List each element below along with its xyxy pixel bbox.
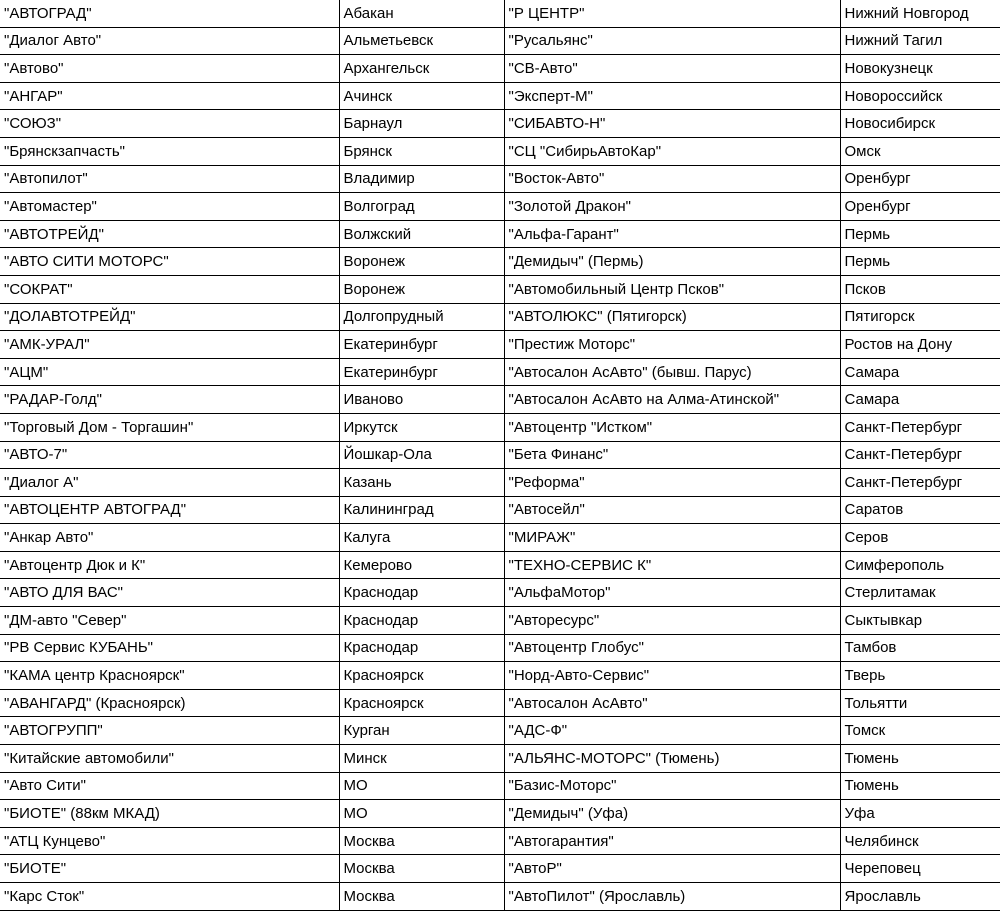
table-row	[0, 800, 1000, 828]
dealer-name-cell[interactable]: "БИОТЕ" (88км МКАД)	[0, 800, 339, 828]
dealer-city-cell[interactable]: Сыктывкар	[840, 607, 1000, 635]
dealer-city-cell[interactable]: Нижний Новгород	[840, 0, 1000, 27]
dealer-city-cell[interactable]: Санкт-Петербург	[840, 469, 1000, 497]
dealer-city-cell[interactable]: Воронеж	[339, 275, 504, 303]
dealer-name-cell[interactable]: "Золотой Дракон"	[504, 193, 840, 221]
table-row	[0, 717, 1000, 745]
dealer-city-cell[interactable]: Калуга	[339, 524, 504, 552]
table-row	[0, 551, 1000, 579]
dealer-city-cell[interactable]: Брянск	[339, 137, 504, 165]
dealer-name-cell[interactable]: "Диалог Авто"	[0, 27, 339, 55]
dealer-city-cell[interactable]: Волгоград	[339, 193, 504, 221]
table-row	[0, 82, 1000, 110]
dealer-name-cell[interactable]: "РАДАР-Голд"	[0, 386, 339, 414]
dealer-name-cell[interactable]: "АНГАР"	[0, 82, 339, 110]
table-row	[0, 855, 1000, 883]
dealer-name-cell[interactable]: "Автоцентр Дюк и К"	[0, 551, 339, 579]
table-row	[0, 193, 1000, 221]
dealer-city-cell[interactable]: Тюмень	[840, 772, 1000, 800]
dealer-name-cell[interactable]: "Брянскзапчасть"	[0, 137, 339, 165]
dealer-name-cell[interactable]: "Автоцентр "Истком"	[504, 413, 840, 441]
dealer-name-cell[interactable]: "АВТО ДЛЯ ВАС"	[0, 579, 339, 607]
dealer-name-cell[interactable]: "АВТОЦЕНТР АВТОГРАД"	[0, 496, 339, 524]
dealer-name-cell[interactable]: "Автово"	[0, 55, 339, 83]
dealer-name-cell[interactable]: "Бета Финанс"	[504, 441, 840, 469]
dealer-city-cell[interactable]: МО	[339, 772, 504, 800]
dealer-city-cell[interactable]: Стерлитамак	[840, 579, 1000, 607]
dealer-city-cell[interactable]: Москва	[339, 883, 504, 911]
dealer-name-cell[interactable]: "АВТОТРЕЙД"	[0, 220, 339, 248]
table-row	[0, 883, 1000, 911]
dealer-city-cell[interactable]: Йошкар-Ола	[339, 441, 504, 469]
table-row	[0, 165, 1000, 193]
dealer-city-cell[interactable]: Москва	[339, 827, 504, 855]
dealer-name-cell[interactable]: "Норд-Авто-Сервис"	[504, 662, 840, 690]
dealer-city-cell[interactable]: Тверь	[840, 662, 1000, 690]
dealer-city-cell[interactable]: Екатеринбург	[339, 358, 504, 386]
dealer-name-cell[interactable]: "Автосалон АсАвто"	[504, 689, 840, 717]
table-row	[0, 358, 1000, 386]
dealer-city-cell[interactable]: Саратов	[840, 496, 1000, 524]
table-row	[0, 275, 1000, 303]
dealer-city-cell[interactable]: Владимир	[339, 165, 504, 193]
dealer-city-cell[interactable]: Иваново	[339, 386, 504, 414]
dealer-name-cell[interactable]: "Автосейл"	[504, 496, 840, 524]
dealer-name-cell[interactable]: "АВТО СИТИ МОТОРС"	[0, 248, 339, 276]
dealer-name-cell[interactable]: "Карс Сток"	[0, 883, 339, 911]
dealer-city-cell[interactable]: Тольятти	[840, 689, 1000, 717]
table-row	[0, 110, 1000, 138]
dealer-city-cell[interactable]: Томск	[840, 717, 1000, 745]
dealer-name-cell[interactable]: "АльфаМотор"	[504, 579, 840, 607]
dealer-name-cell[interactable]: "Торговый Дом - Торгашин"	[0, 413, 339, 441]
dealer-name-cell[interactable]: "АТЦ Кунцево"	[0, 827, 339, 855]
dealer-city-cell[interactable]: Краснодар	[339, 579, 504, 607]
dealer-name-cell[interactable]: "Автосалон АсАвто на Алма-Атинской"	[504, 386, 840, 414]
table-row	[0, 689, 1000, 717]
dealer-city-cell[interactable]: Минск	[339, 745, 504, 773]
dealer-name-cell[interactable]: "ТЕХНО-СЕРВИС К"	[504, 551, 840, 579]
dealer-city-cell[interactable]: Волжский	[339, 220, 504, 248]
table-row	[0, 607, 1000, 635]
dealer-city-cell[interactable]: Санкт-Петербург	[840, 413, 1000, 441]
dealer-name-cell[interactable]: "АЦМ"	[0, 358, 339, 386]
table-row	[0, 220, 1000, 248]
dealer-city-cell[interactable]: Ярославль	[840, 883, 1000, 911]
dealer-name-cell[interactable]: "АВТО-7"	[0, 441, 339, 469]
dealer-name-cell[interactable]: "АДС-Ф"	[504, 717, 840, 745]
dealer-name-cell[interactable]: "Престиж Моторс"	[504, 331, 840, 359]
dealer-name-cell[interactable]: "Автопилот"	[0, 165, 339, 193]
dealer-name-cell[interactable]: "Демидыч" (Пермь)	[504, 248, 840, 276]
dealer-name-cell[interactable]: "Авторесурс"	[504, 607, 840, 635]
dealer-name-cell[interactable]: "Эксперт-М"	[504, 82, 840, 110]
dealer-name-cell[interactable]: "ДОЛАВТОТРЕЙД"	[0, 303, 339, 331]
dealer-name-cell[interactable]: "АвтоР"	[504, 855, 840, 883]
dealer-city-cell[interactable]: Барнаул	[339, 110, 504, 138]
dealer-city-cell[interactable]: МО	[339, 800, 504, 828]
dealer-city-cell[interactable]: Новосибирск	[840, 110, 1000, 138]
table-row	[0, 772, 1000, 800]
table-row	[0, 55, 1000, 83]
dealer-name-cell[interactable]: "Восток-Авто"	[504, 165, 840, 193]
table-row	[0, 496, 1000, 524]
dealer-city-cell[interactable]: Тамбов	[840, 634, 1000, 662]
dealer-city-cell[interactable]: Новокузнецк	[840, 55, 1000, 83]
dealer-city-cell[interactable]: Архангельск	[339, 55, 504, 83]
dealer-name-cell[interactable]: "АМК-УРАЛ"	[0, 331, 339, 359]
dealer-city-cell[interactable]: Новороссийск	[840, 82, 1000, 110]
dealer-city-cell[interactable]: Екатеринбург	[339, 331, 504, 359]
dealer-name-cell[interactable]: "Р ЦЕНТР"	[504, 0, 840, 27]
dealer-name-cell[interactable]: "АВТОГРАД"	[0, 0, 339, 27]
dealer-city-cell[interactable]: Пятигорск	[840, 303, 1000, 331]
dealer-city-cell[interactable]: Ачинск	[339, 82, 504, 110]
dealer-name-cell[interactable]: "БИОТЕ"	[0, 855, 339, 883]
table-row	[0, 827, 1000, 855]
dealer-name-cell[interactable]: "АВТОГРУПП"	[0, 717, 339, 745]
dealer-city-cell[interactable]: Казань	[339, 469, 504, 497]
dealer-city-cell[interactable]: Симферополь	[840, 551, 1000, 579]
dealer-city-cell[interactable]: Самара	[840, 386, 1000, 414]
dealer-city-cell[interactable]: Краснодар	[339, 634, 504, 662]
dealer-name-cell[interactable]: "Автомастер"	[0, 193, 339, 221]
dealer-city-cell[interactable]: Абакан	[339, 0, 504, 27]
dealer-city-cell[interactable]: Оренбург	[840, 193, 1000, 221]
dealer-name-cell[interactable]: "Автомобильный Центр Псков"	[504, 275, 840, 303]
dealer-city-cell[interactable]: Санкт-Петербург	[840, 441, 1000, 469]
dealer-name-cell[interactable]: "Автогарантия"	[504, 827, 840, 855]
dealer-city-cell[interactable]: Серов	[840, 524, 1000, 552]
dealer-city-cell[interactable]: Омск	[840, 137, 1000, 165]
table-row	[0, 27, 1000, 55]
dealer-city-cell[interactable]: Пермь	[840, 248, 1000, 276]
dealer-name-cell[interactable]: "Автосалон АсАвто" (бывш. Парус)	[504, 358, 840, 386]
table-row	[0, 303, 1000, 331]
table-row	[0, 386, 1000, 414]
dealer-name-cell[interactable]: "Авто Сити"	[0, 772, 339, 800]
dealer-name-cell[interactable]: "Китайские автомобили"	[0, 745, 339, 773]
table-row	[0, 662, 1000, 690]
table-row	[0, 579, 1000, 607]
dealer-city-cell[interactable]: Воронеж	[339, 248, 504, 276]
table-row	[0, 331, 1000, 359]
table-row	[0, 441, 1000, 469]
dealer-name-cell[interactable]: "РВ Сервис КУБАНЬ"	[0, 634, 339, 662]
dealer-name-cell[interactable]: "КАМА центр Красноярск"	[0, 662, 339, 690]
table-row	[0, 137, 1000, 165]
dealer-name-cell[interactable]: "СИБАВТО-Н"	[504, 110, 840, 138]
table-row	[0, 745, 1000, 773]
dealer-name-cell[interactable]: "СВ-Авто"	[504, 55, 840, 83]
dealer-name-cell[interactable]: "Альфа-Гарант"	[504, 220, 840, 248]
dealer-name-cell[interactable]: "СОКРАТ"	[0, 275, 339, 303]
dealer-city-cell[interactable]: Ростов на Дону	[840, 331, 1000, 359]
dealer-name-cell[interactable]: "АВТОЛЮКС" (Пятигорск)	[504, 303, 840, 331]
dealer-city-cell[interactable]: Калининград	[339, 496, 504, 524]
dealer-city-cell[interactable]: Самара	[840, 358, 1000, 386]
dealer-name-cell[interactable]: "СОЮЗ"	[0, 110, 339, 138]
dealer-city-cell[interactable]: Череповец	[840, 855, 1000, 883]
dealer-name-cell[interactable]: "Демидыч" (Уфа)	[504, 800, 840, 828]
dealer-city-cell[interactable]: Красноярск	[339, 662, 504, 690]
dealer-city-cell[interactable]: Оренбург	[840, 165, 1000, 193]
dealer-city-cell[interactable]: Уфа	[840, 800, 1000, 828]
dealer-name-cell[interactable]: "Базис-Моторс"	[504, 772, 840, 800]
dealer-name-cell[interactable]: "АВАНГАРД" (Красноярск)	[0, 689, 339, 717]
dealer-name-cell[interactable]: "СЦ "СибирьАвтоКар"	[504, 137, 840, 165]
dealer-city-cell[interactable]: Долгопрудный	[339, 303, 504, 331]
dealer-city-cell[interactable]: Пермь	[840, 220, 1000, 248]
table-row	[0, 634, 1000, 662]
dealer-name-cell[interactable]: "АЛЬЯНС-МОТОРС" (Тюмень)	[504, 745, 840, 773]
table-row	[0, 524, 1000, 552]
table-row	[0, 248, 1000, 276]
table-row	[0, 0, 1000, 27]
dealer-city-cell[interactable]: Красноярск	[339, 689, 504, 717]
dealer-name-cell[interactable]: "Русальянс"	[504, 27, 840, 55]
dealer-name-cell[interactable]: "Автоцентр Глобус"	[504, 634, 840, 662]
dealer-name-cell[interactable]: "Реформа"	[504, 469, 840, 497]
dealer-city-cell[interactable]: Москва	[339, 855, 504, 883]
dealer-city-cell[interactable]: Альметьевск	[339, 27, 504, 55]
table-row	[0, 469, 1000, 497]
table-row	[0, 413, 1000, 441]
dealer-name-cell[interactable]: "Диалог А"	[0, 469, 339, 497]
dealer-city-cell[interactable]: Курган	[339, 717, 504, 745]
dealer-city-cell[interactable]: Челябинск	[840, 827, 1000, 855]
dealer-city-cell[interactable]: Нижний Тагил	[840, 27, 1000, 55]
dealer-name-cell[interactable]: "ДМ-авто "Север"	[0, 607, 339, 635]
dealer-city-cell[interactable]: Иркутск	[339, 413, 504, 441]
dealer-city-cell[interactable]: Кемерово	[339, 551, 504, 579]
dealer-city-cell[interactable]: Краснодар	[339, 607, 504, 635]
dealer-name-cell[interactable]: "Анкар Авто"	[0, 524, 339, 552]
dealer-name-cell[interactable]: "АвтоПилот" (Ярославль)	[504, 883, 840, 911]
dealer-city-cell[interactable]: Тюмень	[840, 745, 1000, 773]
dealer-city-cell[interactable]: Псков	[840, 275, 1000, 303]
dealer-name-cell[interactable]: "МИРАЖ"	[504, 524, 840, 552]
